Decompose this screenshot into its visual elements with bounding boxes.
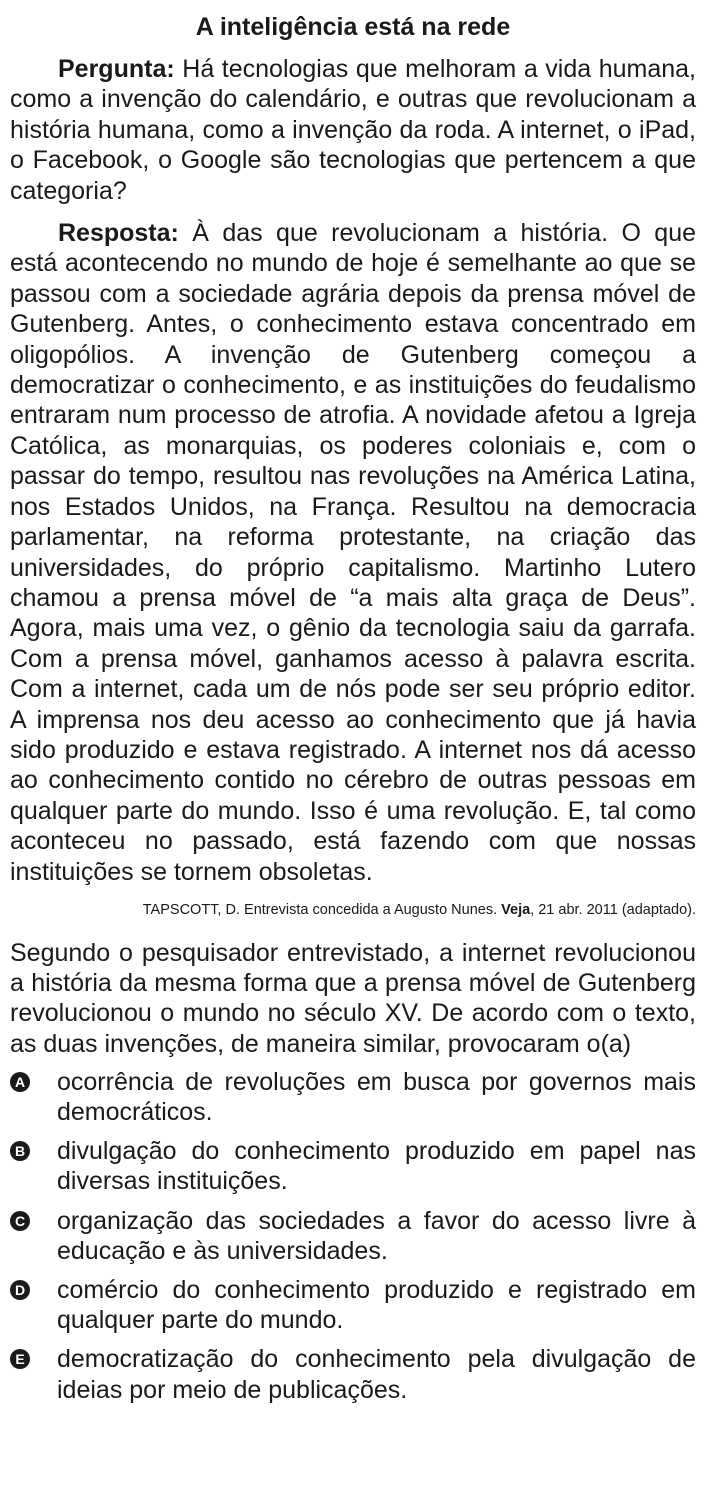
option-c-text: organização das sociedades a favor do acesso livre à educação e às universidades. — [57, 1206, 696, 1265]
option-c[interactable] — [10, 1206, 696, 1266]
document-page — [0, 12, 705, 1405]
option-a-text: ocorrência de revoluções em busca por governos mais democráticos. — [57, 1067, 696, 1126]
answer-paragraph — [10, 218, 696, 887]
answer-text: À das que revolucionam a história. O que está acontecendo no mundo de hoje é semelhante ao que se passou com a sociedade agrária depois da prensa móvel de Gutenberg. Antes, o conhecimento estava concentrado em oligopólios. A invenção de Gutenberg começou a democratizar o conhecimento, e as instituições do feudalismo entraram num processo de atrofia. A novidade afetou a Igreja Católica, as monarquias, os poderes coloniais e, com o passar do tempo, resultou nas revoluções na América Latina, nos Estados Unidos, na França. Resultou na democracia parlamentar, na reforma protestante, na criação das universidades, do próprio capitalismo. Martinho Lutero chamou a prensa móvel de “a mais alta graça de Deus”. Agora, mais uma vez, o gênio da tecnologia saiu da garrafa. Com a prensa móvel, ganhamos acesso à palavra escrita. Com a internet, cada um de nós pode ser seu próprio editor. A imprensa nos deu acesso ao conhecimento que já havia sido produzido e estava registrado. A internet nos dá acesso ao conhecimento contido no cérebro de outras pessoas em qualquer parte do mundo. Isso é uma revolução. E, tal como aconteceu no passado, está fazendo com que nossas instituições se tornem obsoletas. — [10, 219, 697, 886]
option-c-badge: C — [10, 1211, 30, 1231]
option-a[interactable] — [10, 1067, 696, 1127]
option-b[interactable] — [10, 1136, 696, 1196]
question-stem: Segundo o pesquisador entrevistado, a internet revolucionou a história da mesma forma que a prensa móvel de Gutenberg revolucionou o mundo no século XV. De acordo com o texto, as duas invenções, de maneira similar, provocaram o(a) — [10, 938, 696, 1058]
option-d-badge: D — [10, 1280, 30, 1300]
option-e[interactable] — [10, 1344, 696, 1404]
source-prefix: TAPSCOTT, D. Entrevista concedida a Augusto Nunes. — [142, 901, 502, 918]
option-d-text: comércio do conhecimento produzido e registrado em qualquer parte do mundo. — [57, 1276, 696, 1335]
option-a-badge: A — [10, 1072, 30, 1092]
source-publication: Veja — [501, 901, 531, 918]
option-e-badge: E — [10, 1349, 30, 1369]
page-title: A inteligência está na rede — [195, 13, 511, 41]
question-text: Há tecnologias que melhoram a vida humana, como a invenção do calendário, e outras que revolucionam a história humana, como a invenção da roda. A internet, o iPad, o Facebook, o Google são tecnologias que pertencem a que categoria? — [10, 55, 696, 205]
question-paragraph — [10, 54, 696, 206]
answer-label: Resposta: — [58, 219, 179, 248]
option-b-badge: B — [10, 1141, 30, 1161]
option-b-text: divulgação do conhecimento produzido em papel nas diversas instituições. — [57, 1137, 696, 1196]
option-e-text: democratização do conhecimento pela divulgação de ideias por meio de publicações. — [57, 1345, 696, 1404]
question-label: Pergunta: — [58, 55, 175, 83]
source-citation — [10, 901, 696, 919]
source-suffix: , 21 abr. 2011 (adaptado). — [530, 901, 696, 918]
option-d[interactable] — [10, 1275, 696, 1335]
